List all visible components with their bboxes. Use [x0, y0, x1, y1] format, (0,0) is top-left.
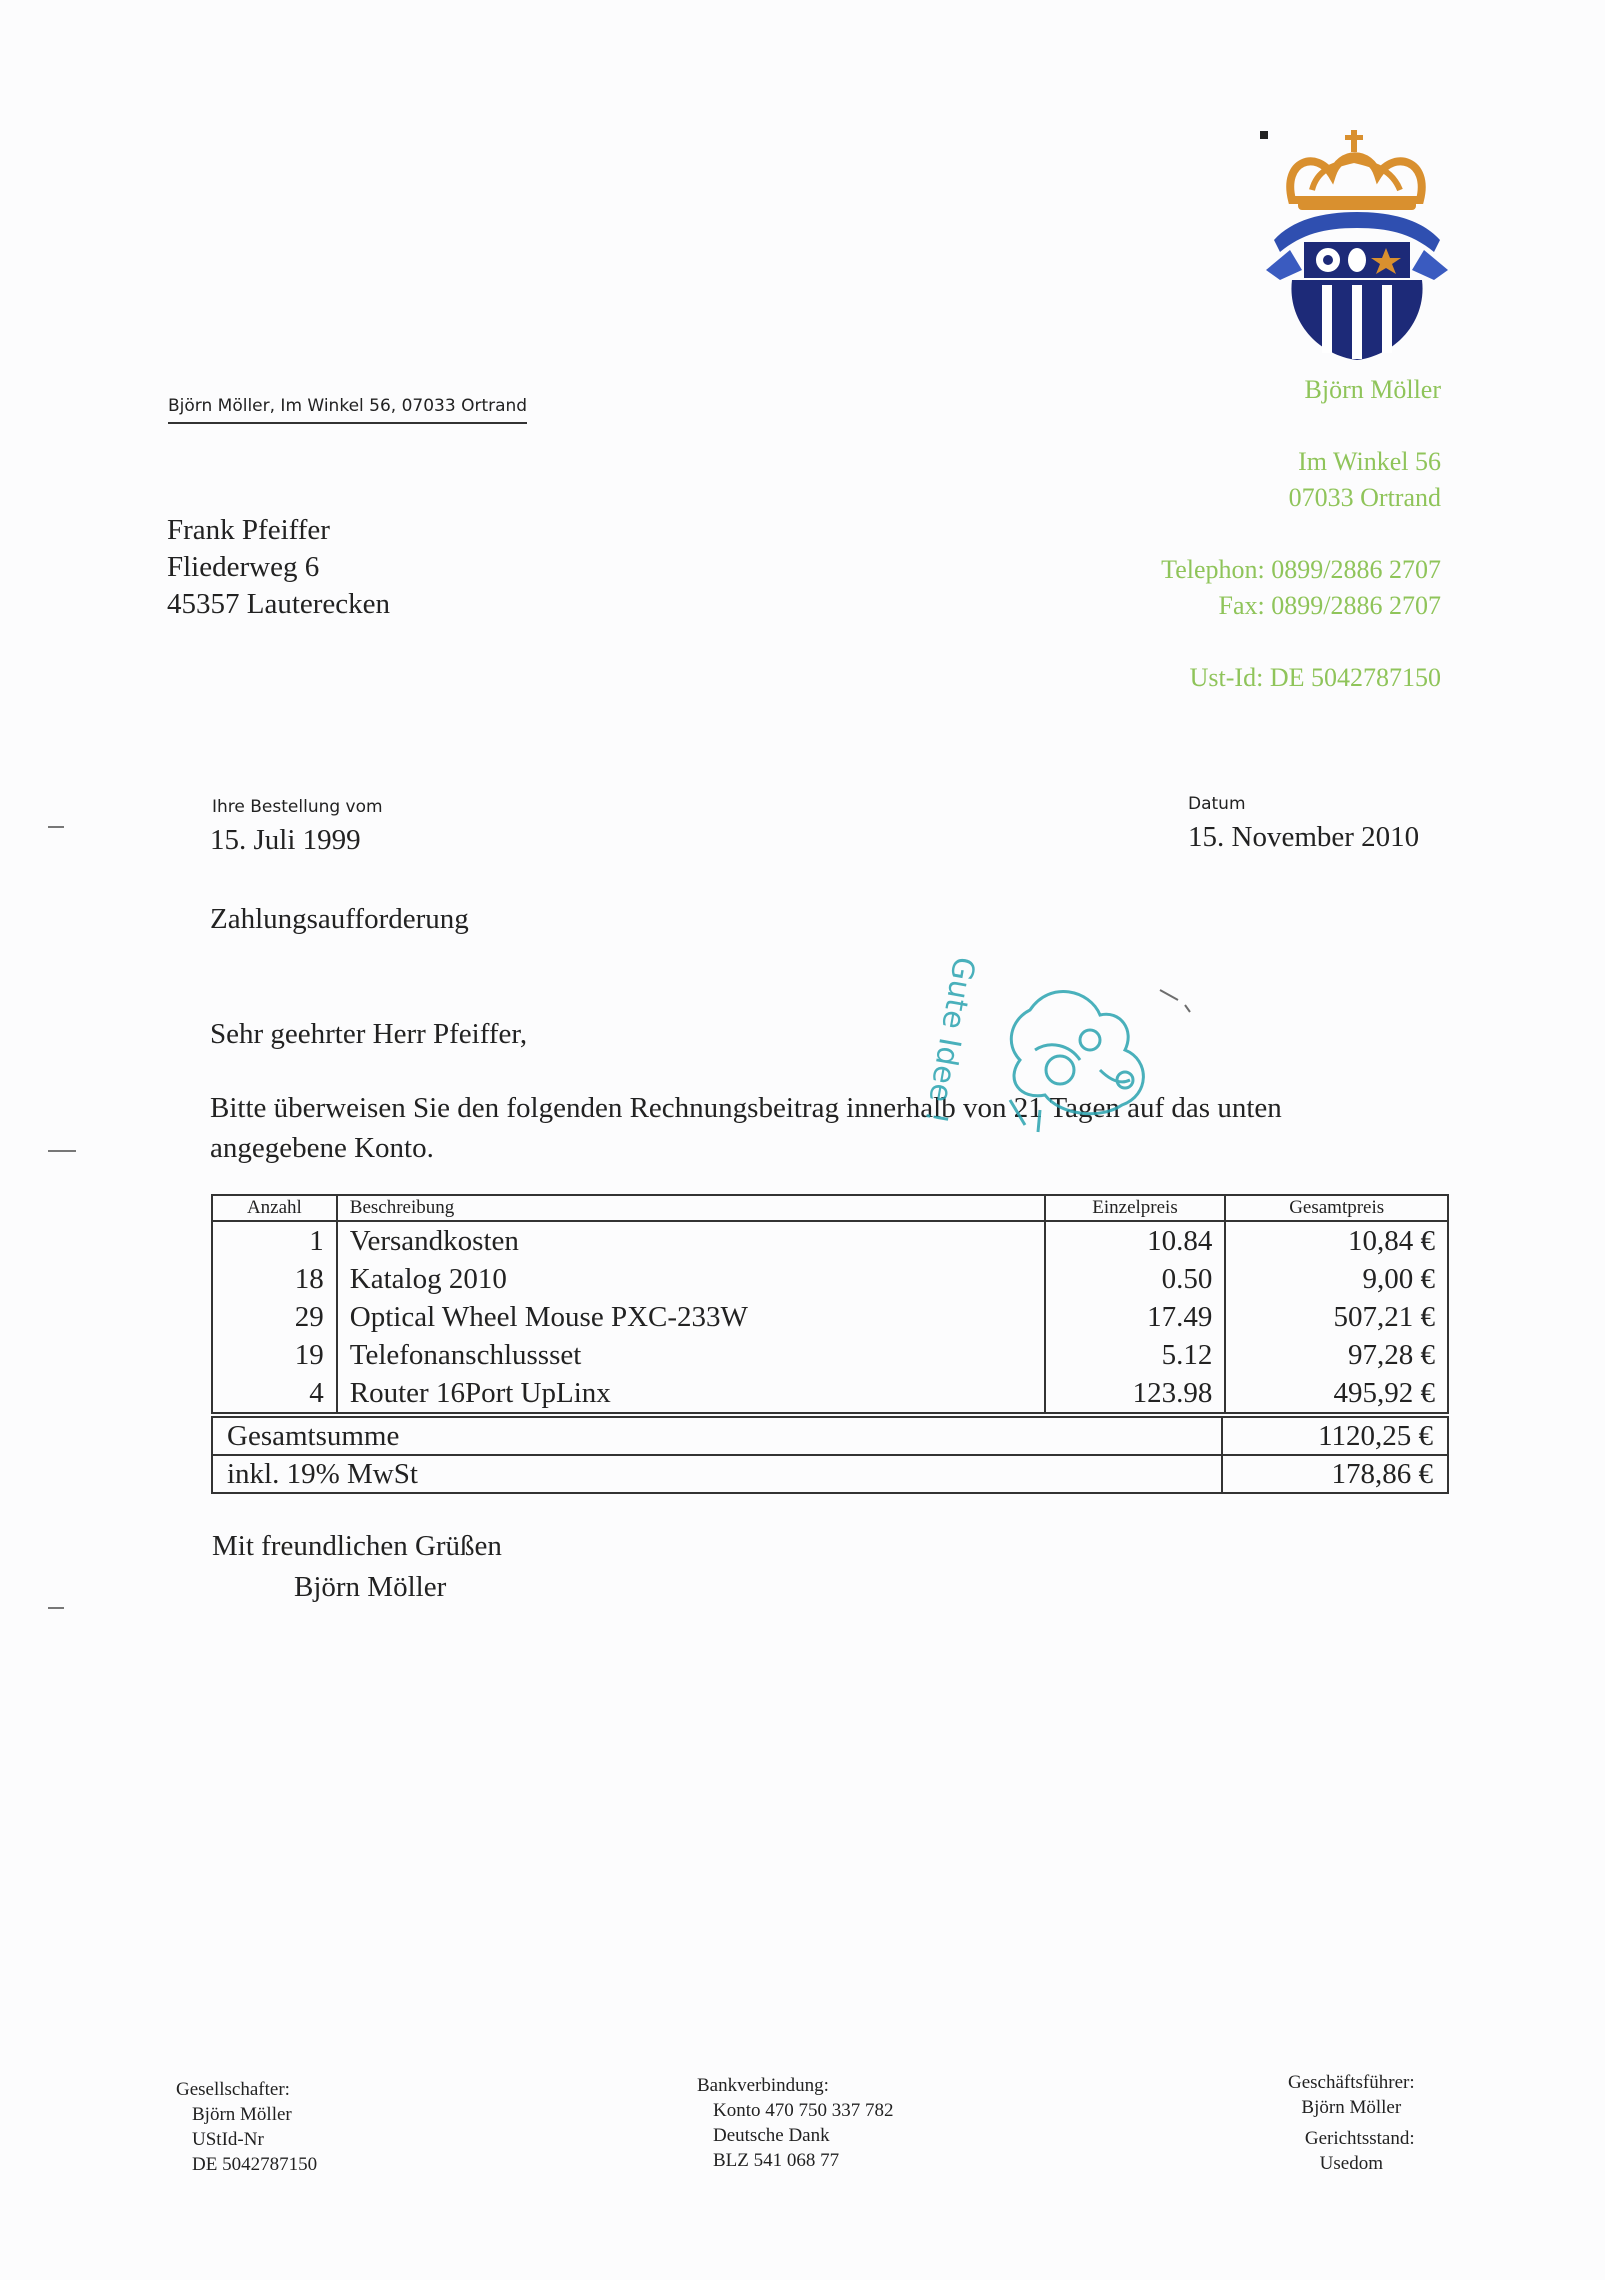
footer-bank-title: Bankverbindung:	[697, 2075, 829, 2096]
row-description: Versandkosten	[337, 1221, 1045, 1260]
footer-partner-title: Gesellschafter:	[176, 2079, 290, 2100]
fax-label: Fax:	[1218, 591, 1265, 620]
company-street: Im Winkel 56	[1298, 447, 1441, 476]
punch-mark	[48, 1150, 76, 1152]
vat-amount: 178,86 €	[1222, 1455, 1448, 1493]
vat-label: inkl. 19% MwSt	[212, 1455, 1222, 1493]
table-row	[212, 1260, 1448, 1298]
body-paragraph: Bitte überweisen Sie den folgenden Rechnungsbeitrag innerhalb von 21 Tagen auf das unten angegebene Konto.	[210, 1092, 1282, 1164]
fold-mark-bottom	[48, 1607, 64, 1609]
footer-management	[1288, 2070, 1415, 2176]
vat-row	[212, 1455, 1448, 1493]
col-header-quantity: Anzahl	[212, 1195, 337, 1221]
row-description: Telefonanschlussset	[337, 1336, 1045, 1374]
recipient-address	[167, 512, 390, 623]
row-total-price: 507,21 €	[1225, 1298, 1448, 1336]
invoice-items-table	[211, 1194, 1449, 1414]
footer-bank-blz: BLZ 541 068 77	[713, 2150, 840, 2171]
order-date-value: 15. Juli 1999	[210, 824, 361, 856]
row-unit-price: 123.98	[1045, 1374, 1226, 1413]
company-phone	[1161, 552, 1441, 588]
footer-ustid-label: UStId-Nr	[192, 2129, 264, 2150]
footer-bank-account: Konto 470 750 337 782	[713, 2100, 894, 2121]
ustid-value: DE 5042787150	[1269, 663, 1441, 692]
company-name: Björn Möller	[1304, 375, 1441, 404]
footer-management-title: Geschäftsführer:	[1288, 2072, 1415, 2093]
row-total-price: 10,84 €	[1225, 1221, 1448, 1260]
row-quantity: 1	[212, 1221, 337, 1260]
date-value: 15. November 2010	[1188, 821, 1420, 853]
recipient-name: Frank Pfeiffer	[167, 514, 330, 546]
row-unit-price: 0.50	[1045, 1260, 1226, 1298]
table-row	[212, 1221, 1448, 1260]
footer-court-value: Usedom	[1319, 2153, 1383, 2174]
closing-phrase: Mit freundlichen Grüßen	[212, 1530, 502, 1562]
table-row	[212, 1336, 1448, 1374]
sender-return-address: Björn Möller, Im Winkel 56, 07033 Ortrand	[168, 396, 527, 424]
row-unit-price: 5.12	[1045, 1336, 1226, 1374]
table-row	[212, 1298, 1448, 1336]
ustid-label: Ust-Id:	[1189, 663, 1264, 692]
row-quantity: 18	[212, 1260, 337, 1298]
row-description: Optical Wheel Mouse PXC-233W	[337, 1298, 1045, 1336]
table-row	[212, 1374, 1448, 1413]
footer-partner	[176, 2077, 317, 2177]
row-total-price: 9,00 €	[1225, 1260, 1448, 1298]
total-label: Gesamtsumme	[212, 1417, 1222, 1455]
total-row	[212, 1417, 1448, 1455]
cartoon-stamp	[860, 920, 1220, 1140]
row-quantity: 19	[212, 1336, 337, 1374]
col-header-description: Beschreibung	[337, 1195, 1045, 1221]
row-description: Router 16Port UpLinx	[337, 1374, 1045, 1413]
footer-ustid-value: DE 5042787150	[192, 2154, 318, 2175]
letter-subject: Zahlungsaufforderung	[210, 903, 469, 935]
recipient-street: Fliederweg 6	[167, 551, 320, 583]
footer-bank-name: Deutsche Dank	[713, 2125, 830, 2146]
row-total-price: 97,28 €	[1225, 1336, 1448, 1374]
table-header-row	[212, 1195, 1448, 1221]
phone-label: Telephon:	[1161, 555, 1265, 584]
fold-mark-top	[48, 826, 64, 828]
invoice-totals-table	[211, 1416, 1449, 1494]
footer-court-label: Gerichtsstand:	[1304, 2128, 1415, 2149]
order-date-label: Ihre Bestellung vom	[212, 797, 383, 817]
footer-management-name: Björn Möller	[1301, 2097, 1402, 2118]
row-unit-price: 10.84	[1045, 1221, 1226, 1260]
row-unit-price: 17.49	[1045, 1298, 1226, 1336]
letterhead	[1161, 372, 1441, 696]
footer-partner-name: Björn Möller	[192, 2104, 292, 2125]
footer-bank	[697, 2073, 894, 2173]
company-city: 07033 Ortrand	[1288, 483, 1441, 512]
signature-name: Björn Möller	[294, 1571, 447, 1603]
coat-of-arms-logo	[1262, 120, 1452, 370]
row-total-price: 495,92 €	[1225, 1374, 1448, 1413]
fax-value: 0899/2886 2707	[1271, 591, 1441, 620]
company-fax	[1161, 588, 1441, 624]
row-description: Katalog 2010	[337, 1260, 1045, 1298]
date-label: Datum	[1188, 794, 1246, 814]
company-ustid	[1161, 660, 1441, 696]
row-quantity: 4	[212, 1374, 337, 1413]
recipient-city: 45357 Lauterecken	[167, 588, 391, 620]
stamp-lettering: Gute Idee !	[917, 954, 982, 1127]
phone-value: 0899/2886 2707	[1271, 555, 1441, 584]
col-header-total-price: Gesamtpreis	[1225, 1195, 1448, 1221]
total-amount: 1120,25 €	[1222, 1417, 1448, 1455]
row-quantity: 29	[212, 1298, 337, 1336]
col-header-unit-price: Einzelpreis	[1045, 1195, 1226, 1221]
salutation: Sehr geehrter Herr Pfeiffer,	[210, 1018, 528, 1050]
